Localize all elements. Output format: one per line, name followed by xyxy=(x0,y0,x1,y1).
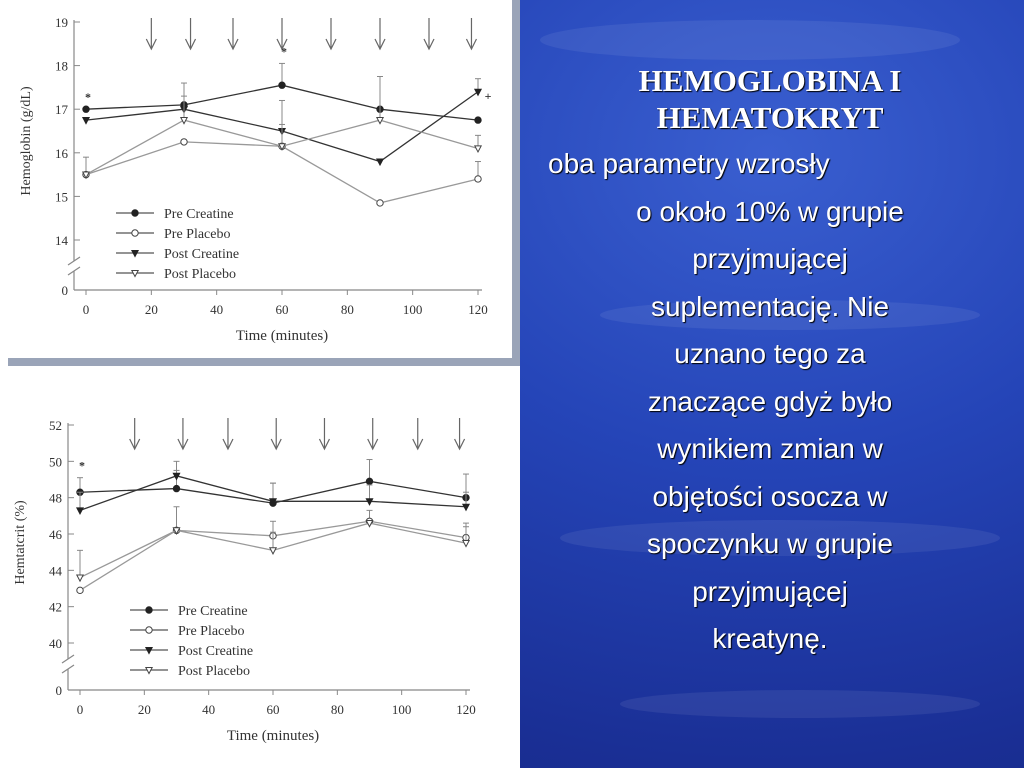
y-tick-label: 15 xyxy=(55,189,68,205)
y-tick-label: 46 xyxy=(49,527,62,542)
background-streak xyxy=(620,690,980,718)
x-tick-label: 40 xyxy=(210,302,224,317)
legend-label: Pre Placebo xyxy=(178,624,245,639)
body-line: kreatynę. xyxy=(712,623,828,654)
significance-annotation: * xyxy=(281,44,287,59)
y-tick-label: 14 xyxy=(55,233,68,248)
x-tick-label: 60 xyxy=(266,702,280,717)
y-tick-label: 19 xyxy=(55,15,68,30)
marker-filled-circle xyxy=(279,82,285,88)
marker-open-triangle xyxy=(475,146,481,152)
x-tick-label: 0 xyxy=(76,702,84,717)
panel-shadow xyxy=(8,358,520,366)
body-line: wynikiem zmian w xyxy=(657,433,883,464)
marker-open-triangle xyxy=(463,541,469,547)
hemoglobin-chart xyxy=(0,0,520,366)
body-line: oba parametry wzrosły xyxy=(548,148,830,179)
body-line: przyjmującej xyxy=(692,243,848,274)
body-line: spoczynku w grupie xyxy=(647,528,893,559)
body-line: o około 10% w grupie xyxy=(636,195,904,227)
y-tick-label: 18 xyxy=(55,58,68,74)
x-tick-label: 80 xyxy=(330,702,344,717)
body-line: objętości osocza w xyxy=(652,480,888,512)
significance-annotation: * xyxy=(85,90,91,105)
legend-label: Post Placebo xyxy=(178,664,250,679)
x-axis-label: Time (minutes) xyxy=(235,328,329,344)
legend-label: Pre Creatine xyxy=(164,207,234,222)
marker-open-circle xyxy=(146,627,152,633)
body-line: uznano tego za xyxy=(674,338,866,369)
marker-open-circle xyxy=(377,200,383,206)
marker-open-triangle xyxy=(77,575,83,581)
y-tick-label: 16 xyxy=(55,145,68,161)
x-tick-label: 100 xyxy=(402,302,423,317)
marker-filled-triangle xyxy=(77,508,83,514)
legend-label: Post Creatine xyxy=(164,247,240,262)
marker-filled-circle xyxy=(366,478,372,484)
legend-label: Post Placebo xyxy=(164,267,236,282)
marker-open-circle xyxy=(77,587,83,593)
body-line: znaczące gdyż było xyxy=(647,385,893,417)
marker-filled-circle xyxy=(173,485,179,491)
slide-text-box xyxy=(540,62,1000,663)
y-axis-label: Hemoglobin (g/dL) xyxy=(19,86,34,196)
x-tick-label: 120 xyxy=(468,302,488,317)
body-line: przyjmującej xyxy=(692,575,848,607)
y-tick-label: 50 xyxy=(49,454,62,470)
title-line: HEMATOKRYT xyxy=(656,100,884,135)
marker-filled-circle xyxy=(475,117,481,123)
y-tick-label: 48 xyxy=(49,490,62,506)
panel-shadow xyxy=(512,0,520,366)
y-tick-label: 44 xyxy=(49,563,62,579)
x-tick-label: 120 xyxy=(456,702,476,717)
y-axis-label: Hemtatcrit (%) xyxy=(13,500,28,585)
marker-open-circle xyxy=(475,176,481,182)
x-tick-label: 20 xyxy=(137,702,151,717)
x-tick-label: 80 xyxy=(340,302,354,317)
y-tick-label: 0 xyxy=(61,283,68,298)
marker-open-triangle xyxy=(270,548,276,554)
background-streak xyxy=(540,20,960,60)
marker-filled-circle xyxy=(146,607,152,613)
y-tick-label: 40 xyxy=(49,636,62,651)
x-tick-label: 100 xyxy=(391,702,412,717)
marker-filled-circle xyxy=(83,106,89,112)
x-tick-label: 40 xyxy=(202,702,216,717)
marker-filled-triangle xyxy=(377,159,383,165)
marker-filled-triangle xyxy=(475,89,481,95)
series-line xyxy=(86,142,478,203)
slide-body xyxy=(540,140,1000,663)
marker-filled-circle xyxy=(132,210,138,216)
body-line: suplementację. Nie xyxy=(650,290,890,322)
x-axis-label: Time (minutes) xyxy=(226,728,320,744)
x-tick-label: 0 xyxy=(82,302,90,317)
significance-annotation: * xyxy=(79,458,85,473)
significance-annotation: + xyxy=(484,88,492,103)
y-tick-label: 52 xyxy=(49,418,62,433)
legend-label: Post Creatine xyxy=(178,644,254,659)
y-tick-label: 42 xyxy=(49,599,62,615)
marker-filled-triangle xyxy=(83,118,89,124)
x-tick-label: 20 xyxy=(144,302,158,317)
x-tick-label: 60 xyxy=(275,302,289,317)
title-line: HEMOGLOBINA I xyxy=(638,63,902,98)
hematocrit-chart xyxy=(0,368,520,768)
marker-open-circle xyxy=(181,139,187,145)
y-tick-label: 0 xyxy=(55,683,62,698)
slide-title xyxy=(540,62,1000,136)
marker-open-circle xyxy=(132,230,138,236)
y-tick-label: 17 xyxy=(55,102,68,118)
legend-label: Pre Creatine xyxy=(178,604,248,619)
legend-label: Pre Placebo xyxy=(164,227,231,242)
